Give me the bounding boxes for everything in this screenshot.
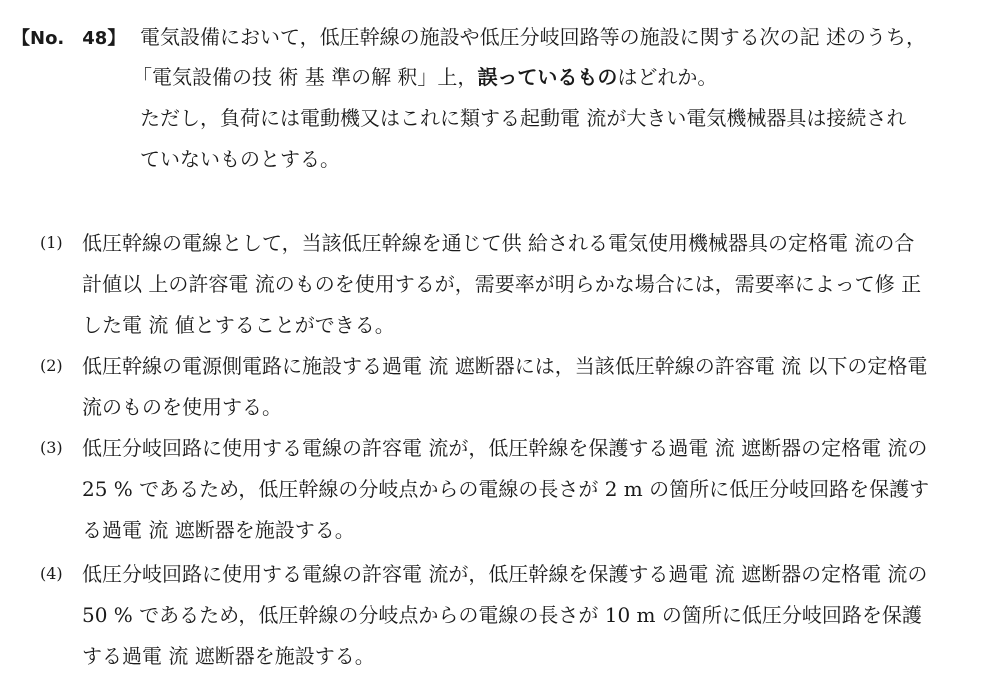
- stem-line-2-text: 「電気設備の技 術 基 準の解 釈」上，: [132, 65, 478, 89]
- option-label: (4): [40, 564, 63, 583]
- stem-line-1: 電気設備において，低圧幹線の施設や低圧分岐回路等の施設に関する次の記 述のうち，: [140, 25, 926, 49]
- option-label: (2): [40, 356, 63, 375]
- option-line: 低圧幹線の電線として，当該低圧幹線を通じて供 給される電気使用機械器具の定格電 流の合: [82, 231, 915, 255]
- option-line: 低圧分岐回路に使用する電線の許容電 流が，低圧幹線を保護する過電 流 遮断器の定格電 流の: [82, 436, 928, 460]
- option-line: 計値以 上の許容電 流のものを使用するが，需要率が明らかな場合には，需要率によって修 正: [82, 272, 922, 296]
- option-line: る過電 流 遮断器を施設する。: [82, 518, 355, 542]
- stem-line-3: ただし，負荷には電動機又はこれに類する起動電 流が大きい電気機械器具は接続され: [140, 106, 907, 130]
- option-line: 25 % であるため，低圧幹線の分岐点からの電線の長さが 2 m の箇所に低圧分岐回路を保護す: [82, 477, 930, 501]
- option-line: した電 流 値とすることができる。: [82, 313, 395, 337]
- option-line: 低圧分岐回路に使用する電線の許容電 流が，低圧幹線を保護する過電 流 遮断器の定格電 流の: [82, 562, 928, 586]
- option-line: 流のものを使用する。: [82, 395, 282, 419]
- option-label: (1): [40, 233, 63, 252]
- option-label: (3): [40, 438, 63, 457]
- option-line: 低圧幹線の電源側電路に施設する過電 流 遮断器には，当該低圧幹線の許容電 流 以下の定格電: [82, 354, 928, 378]
- option-line: する過電 流 遮断器を施設する。: [82, 644, 375, 668]
- emphasis-incorrect: 誤っているもの: [477, 65, 618, 89]
- stem-line-2: [132, 66, 717, 88]
- option-line: 50 % であるため，低圧幹線の分岐点からの電線の長さが 10 m の箇所に低圧分岐回路を保護: [82, 603, 922, 627]
- question-number: 【No. 48】: [12, 28, 126, 49]
- stem-line-2-tail: はどれか。: [617, 65, 718, 89]
- stem-line-4: ていないものとする。: [140, 147, 340, 171]
